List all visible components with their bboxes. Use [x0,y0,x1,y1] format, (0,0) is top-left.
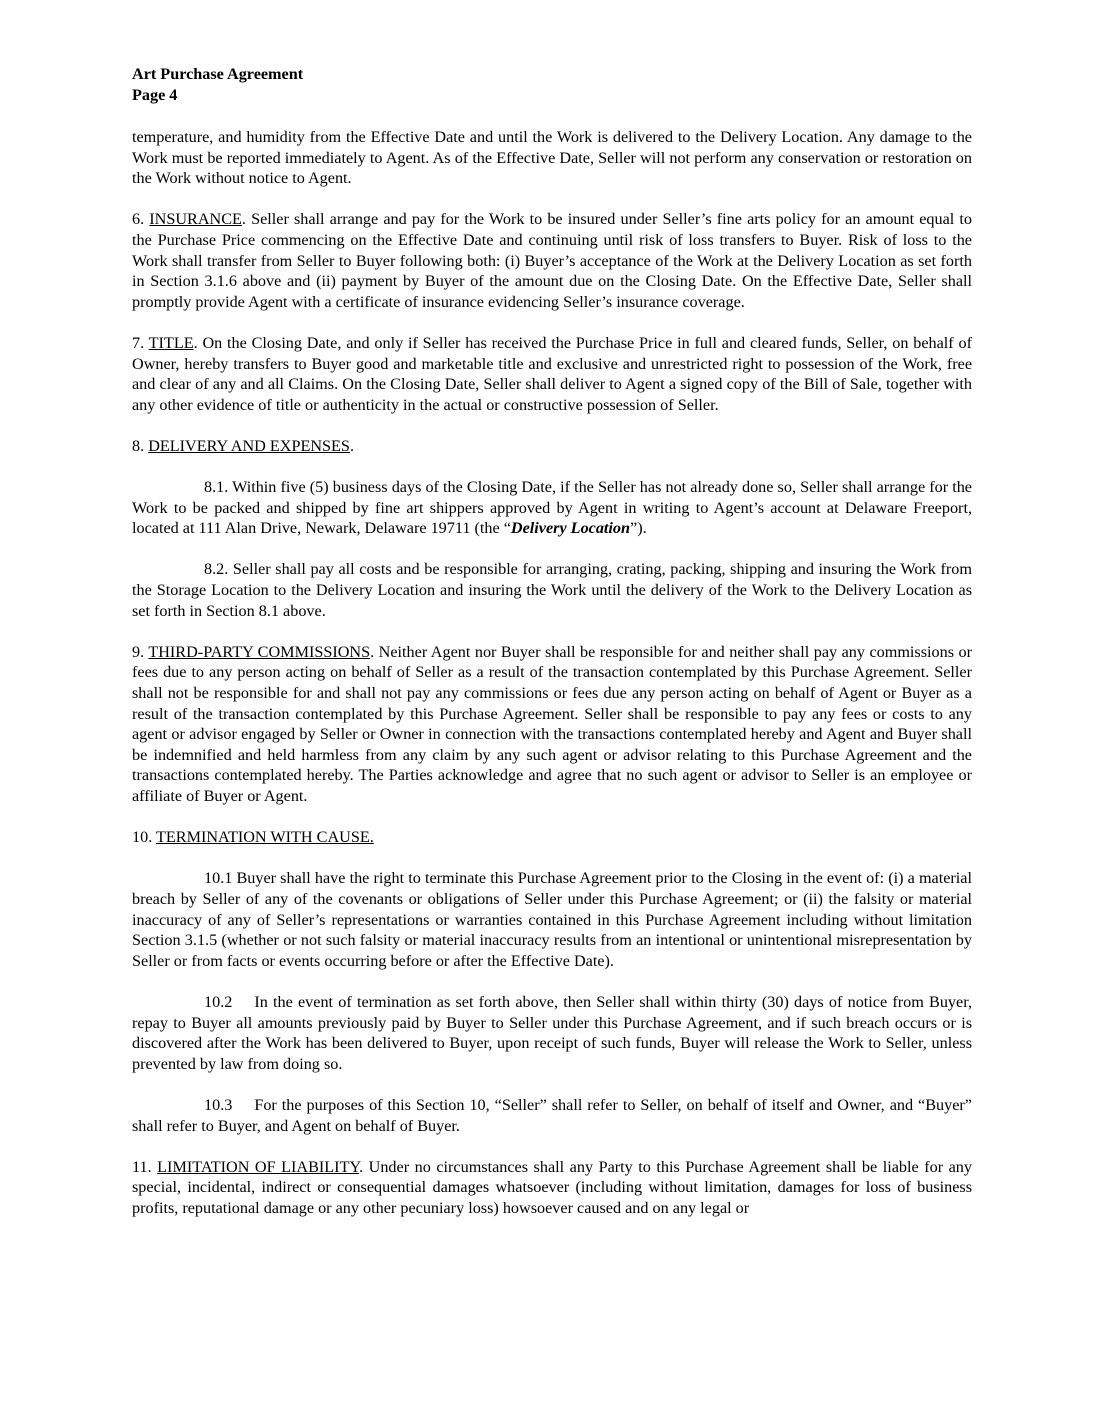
section-10-heading: TERMINATION WITH CAUSE. [156,828,374,847]
section-10-3 [132,1095,972,1136]
page-number: Page 4 [132,86,178,104]
section-11-text: . Under no circumstances shall any Party to this Purchase Agreement shall be liable for any special, incidental, indirect or consequential damages whatsoever (including without limitation, damages for loss of business profits, reputational damage or any other pecuniary loss) howsoever caused and on any legal or [132,1157,972,1217]
section-6-insurance [132,209,972,312]
section-10-1 [132,868,972,971]
document-page [132,64,972,1239]
section-10-2 [132,992,972,1074]
section-10-heading-line [132,827,972,848]
section-10-1-text: 10.1 Buyer shall have the right to terminate this Purchase Agreement prior to the Closing in the event of: (i) a material breach by Seller of any of the covenants or obligations of Seller under this Purchase Agreement; or (ii) the falsity or material inaccuracy of any of Seller’s representations or warranties contained in this Purchase Agreement including without limitation Section 3.1.5 (whether or not such falsity or material inaccuracy results from an intentional or unintentional misrepresentation by Seller or from facts or events occurring before or after the Effective Date). [132,869,972,970]
continued-paragraph [132,127,972,189]
section-6-text: . Seller shall arrange and pay for the Work to be insured under Seller’s fine arts policy for an amount equal to the Purchase Price commencing on the Effective Date and continuing until risk of loss transfers to Buyer. Risk of loss to the Work shall transfer from Seller to Buyer following both: (i) Buyer’s acceptance of the Work at the Delivery Location as set forth in Section 3.1.6 above and (ii) payment by Buyer of the amount due on the Closing Date. On the Effective Date, Seller shall promptly provide Agent with a certificate of insurance evidencing Seller’s insurance coverage. [132,210,973,311]
page-header [132,64,972,106]
section-8-heading-period: . [349,436,354,455]
section-7-text: . On the Closing Date, and only if Seller has received the Purchase Price in full and cleared funds, Seller, on behalf of Owner, hereby transfers to Buyer good and marketable title and exclusive and unrestricted right to possession of the Work, free and clear of any and all Claims. On the Closing Date, Seller shall deliver to Agent a signed copy of the Bill of Sale, together with any other evidence of title or authenticity in the actual or constructive possession of Seller. [132,333,972,414]
section-11-liability [132,1157,972,1219]
section-9-text: . Neither Agent nor Buyer shall be responsible for and neither shall pay any commissions or fees due to any person acting on behalf of Seller as a result of the transaction contemplated by this Purchase Agreement. Seller shall not be responsible for and shall not pay any commissions or fees due any person acting on behalf of Agent or Buyer as a result of the transaction contemplated by this Purchase Agreement. Seller shall be responsible to pay any fees or costs to any agent or advisor engaged by Seller or Owner in connection with the transactions contemplated hereby and Agent and Buyer shall be indemnified and held harmless from any claim by any such agent or advisor relating to this Purchase Agreement and the transactions contemplated hereby. The Parties acknowledge and agree that no such agent or advisor to Seller is an employee or affiliate of Buyer or Agent. [132,642,972,805]
section-10-number: 10. [132,828,156,847]
section-9-commissions [132,642,972,807]
section-11-heading: LIMITATION OF LIABILITY [157,1157,360,1176]
section-8-1-end: ”). [630,519,647,538]
continued-text: temperature, and humidity from the Effective Date and until the Work is delivered to the Delivery Location. Any damage to the Work must be reported immediately to Agent. As of the Effective Date, Seller will not perform any conservation or restoration on the Work without notice to Agent. [132,128,972,188]
section-9-number: 9. [132,642,149,661]
section-7-number: 7. [132,333,149,352]
section-8-1-text: 8.1. Within five (5) business days of the Closing Date, if the Seller has not already done so, Seller shall arrange for the Work to be packed and shipped by fine art shippers approved by Agent in writing to Agent’s account at Delaware Freeport, located at 111 Alan Drive, Newark, Delaware 19711 (the “ [132,478,972,538]
section-10-3-number: 10.3 [204,1095,233,1114]
section-10-2-text: In the event of termination as set forth above, then Seller shall within thirty (30) days of notice from Buyer, repay to Buyer all amounts previously paid by Buyer to Seller under this Purchase Agreement, and if such breach occurs or is discovered after the Work has been delivered to Buyer, upon receipt of such funds, Buyer will release the Work to Seller, unless prevented by law from doing so. [132,992,972,1073]
defined-term-delivery-location: Delivery Location [510,519,631,538]
document-title: Art Purchase Agreement [132,65,304,83]
section-7-heading: TITLE [148,333,194,352]
section-6-heading: INSURANCE [149,210,242,229]
section-8-2 [132,559,972,621]
section-6-number: 6. [132,210,150,229]
section-8-number: 8. [132,436,149,455]
section-8-heading-line [132,436,972,457]
section-7-title [132,333,972,415]
section-10-2-number: 10.2 [204,992,233,1011]
section-10-3-text: For the purposes of this Section 10, “Seller” shall refer to Seller, on behalf of itself and Owner, and “Buyer” shall refer to Buyer, and Agent on behalf of Buyer. [132,1095,972,1135]
section-8-heading: DELIVERY AND EXPENSES [148,436,350,455]
section-11-number: 11. [132,1157,158,1176]
section-8-2-text: 8.2. Seller shall pay all costs and be responsible for arranging, crating, packing, shipping and insuring the Work from the Storage Location to the Delivery Location and insuring the Work until the delivery of the Work to the Delivery Location as set forth in Section 8.1 above. [132,560,972,620]
section-9-heading: THIRD-PARTY COMMISSIONS [148,642,371,661]
section-8-1 [132,477,972,539]
